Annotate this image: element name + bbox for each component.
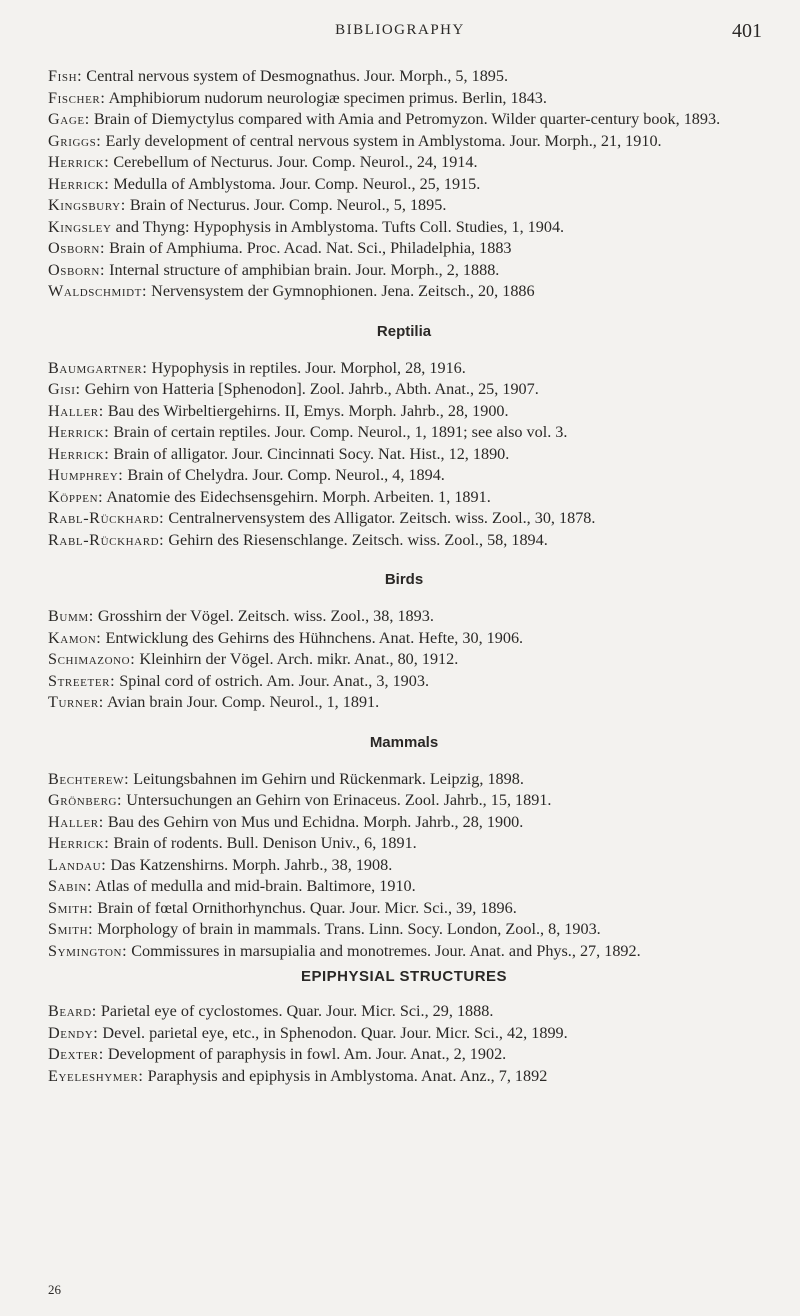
entry-citation: Brain of fœtal Ornithorhynchus. Quar. Jour. Micr. Sci., 39, 1896. bbox=[97, 898, 517, 917]
entry-author: Landau: bbox=[48, 855, 107, 874]
section-title: EPIPHYSIAL STRUCTURES bbox=[300, 968, 508, 985]
entry-author: Herrick: bbox=[48, 174, 110, 193]
bibliography-entry bbox=[48, 487, 760, 509]
bibliography-entry bbox=[48, 379, 760, 401]
bibliography-entry bbox=[48, 1066, 760, 1088]
entry-citation: Hypophysis in reptiles. Jour. Morphol, 28, 1916. bbox=[151, 358, 466, 377]
entry-citation: Parietal eye of cyclostomes. Quar. Jour. Micr. Sci., 29, 1888. bbox=[100, 1002, 494, 1020]
entry-citation: Cerebellum of Necturus. Jour. Comp. Neurol., 24, 1914. bbox=[113, 153, 478, 171]
entry-author: Symington: bbox=[48, 941, 128, 960]
bibliography-entry bbox=[48, 465, 760, 487]
entry-author: Waldschmidt: bbox=[48, 282, 148, 300]
entry-citation: Development of paraphysis in fowl. Am. Jour. Anat., 2, 1902. bbox=[107, 1045, 507, 1063]
entry-citation: Leitungsbahnen im Gehirn und Rückenmark. Leipzig, 1898. bbox=[133, 769, 524, 788]
entry-citation: Amphibiorum nudorum neurologiæ specimen primus. Berlin, 1843. bbox=[108, 88, 547, 107]
entry-author: Kingsbury: bbox=[48, 196, 126, 214]
entry-citation: Kleinhirn der Vögel. Arch. mikr. Anat., 80, 1912. bbox=[139, 650, 459, 668]
entry-author: Baumgartner: bbox=[48, 358, 148, 377]
bibliography-entry bbox=[48, 769, 760, 791]
entry-citation: Spinal cord of ostrich. Am. Jour. Anat., 3, 1903. bbox=[119, 671, 430, 690]
bibliography-entry bbox=[48, 833, 760, 855]
entry-citation: Untersuchungen an Gehirn von Erinaceus. Zool. Jahrb., 15, 1891. bbox=[126, 791, 552, 809]
entry-author: Streeter: bbox=[48, 671, 116, 690]
entry-citation: Devel. parietal eye, etc., in Sphenodon. Quar. Jour. Micr. Sci., 42, 1899. bbox=[102, 1023, 568, 1042]
bibliography-entry bbox=[48, 131, 760, 153]
bibliography-entry bbox=[48, 508, 760, 530]
bibliography-entry bbox=[48, 260, 760, 282]
page-number: 401 bbox=[732, 20, 762, 42]
entry-author: Dexter: bbox=[48, 1045, 104, 1063]
entry-citation: Brain of rodents. Bull. Denison Univ., 6, 1891. bbox=[113, 834, 417, 852]
bibliography-entry bbox=[48, 66, 760, 88]
entry-citation: Medulla of Amblystoma. Jour. Comp. Neurol., 25, 1915. bbox=[113, 174, 481, 193]
entry-author: Smith: bbox=[48, 920, 94, 938]
entry-citation: Centralnervensystem des Alligator. Zeitsch. wiss. Zool., 30, 1878. bbox=[168, 509, 596, 527]
entry-citation: Internal structure of amphibian brain. Jour. Morph., 2, 1888. bbox=[109, 260, 500, 279]
section-title: Mammals bbox=[369, 733, 439, 751]
entry-author: Humphrey: bbox=[48, 466, 124, 484]
bibliography-content bbox=[48, 66, 760, 1087]
section-title: Reptilia bbox=[376, 322, 432, 340]
bibliography-entry bbox=[48, 1023, 760, 1045]
entry-citation: Central nervous system of Desmognathus. Jour. Morph., 5, 1895. bbox=[86, 67, 509, 85]
entry-author: Herrick: bbox=[48, 834, 110, 852]
bibliography-entry bbox=[48, 919, 760, 941]
entry-author: Haller: bbox=[48, 812, 104, 831]
bibliography-entry bbox=[48, 217, 760, 239]
entry-author: Schimazono: bbox=[48, 650, 136, 668]
entry-citation: Brain of certain reptiles. Jour. Comp. Neurol., 1, 1891; see also vol. 3. bbox=[113, 423, 568, 441]
entry-citation: and Thyng: Hypophysis in Amblystoma. Tufts Coll. Studies, 1, 1904. bbox=[115, 217, 565, 236]
bibliography-entry bbox=[48, 649, 760, 671]
bibliography-entry bbox=[48, 238, 760, 260]
entry-citation: Brain of Amphiuma. Proc. Acad. Nat. Sci., Philadelphia, 1883 bbox=[109, 239, 512, 257]
entry-author: Kingsley bbox=[48, 217, 112, 236]
entry-citation: Avian brain Jour. Comp. Neurol., 1, 1891. bbox=[107, 693, 380, 711]
entry-citation: Brain of Diemyctylus compared with Amia and Petromyzon. Wilder quarter-century book, 1893. bbox=[93, 110, 721, 128]
bibliography-entry bbox=[48, 692, 760, 714]
entry-author: Sabin: bbox=[48, 877, 92, 895]
entry-author: Eyeleshymer: bbox=[48, 1066, 144, 1085]
bibliography-entry bbox=[48, 530, 760, 552]
bibliography-entry bbox=[48, 606, 760, 628]
bibliography-entry bbox=[48, 671, 760, 693]
bibliography-entry bbox=[48, 812, 760, 834]
entry-author: Rabl-Rückhard: bbox=[48, 530, 165, 549]
entry-author: Osborn: bbox=[48, 260, 106, 279]
running-head: BIBLIOGRAPHY bbox=[335, 22, 465, 38]
entry-citation: Grosshirn der Vögel. Zeitsch. wiss. Zool., 38, 1893. bbox=[97, 607, 434, 625]
entry-author: Grönberg: bbox=[48, 791, 123, 809]
bibliography-entry bbox=[48, 358, 760, 380]
entry-author: Haller: bbox=[48, 401, 104, 420]
bibliography-entry bbox=[48, 628, 760, 650]
entry-citation: Gehirn von Hatteria [Sphenodon]. Zool. Jahrb., Abth. Anat., 25, 1907. bbox=[84, 380, 539, 398]
bibliography-entry bbox=[48, 898, 760, 920]
entry-citation: Bau des Wirbeltiergehirns. II, Emys. Morph. Jahrb., 28, 1900. bbox=[107, 401, 509, 420]
bibliography-entry bbox=[48, 401, 760, 423]
entry-citation: Commissures in marsupialia and monotremes. Jour. Anat. and Phys., 27, 1892. bbox=[131, 941, 641, 960]
entry-author: Gisi: bbox=[48, 380, 81, 398]
entry-author: Herrick: bbox=[48, 153, 110, 171]
entry-author: Gage: bbox=[48, 110, 90, 128]
entry-author: Fish: bbox=[48, 67, 83, 85]
bibliography-entry bbox=[48, 422, 760, 444]
entry-citation: Nervensystem der Gymnophionen. Jena. Zeitsch., 20, 1886 bbox=[151, 282, 535, 300]
bibliography-entry bbox=[48, 152, 760, 174]
entry-citation: Brain of Necturus. Jour. Comp. Neurol., 5, 1895. bbox=[129, 196, 447, 214]
bibliography-entry bbox=[48, 1001, 760, 1023]
entry-author: Herrick: bbox=[48, 444, 110, 463]
entry-citation: Gehirn des Riesenschlange. Zeitsch. wiss. Zool., 58, 1894. bbox=[168, 530, 548, 549]
bibliography-entry bbox=[48, 444, 760, 466]
bibliography-entry bbox=[48, 88, 760, 110]
entry-citation: Paraphysis and epiphysis in Amblystoma. Anat. Anz., 7, 1892 bbox=[147, 1066, 548, 1085]
entry-citation: Brain of Chelydra. Jour. Comp. Neurol., 4, 1894. bbox=[127, 466, 445, 484]
entry-author: Kamon: bbox=[48, 628, 102, 647]
entry-author: Griggs: bbox=[48, 131, 102, 150]
entry-citation: Entwicklung des Gehirns des Hühnchens. Anat. Hefte, 30, 1906. bbox=[105, 628, 524, 647]
entry-citation: Anatomie des Eidechsensgehirn. Morph. Arbeiten. 1, 1891. bbox=[106, 487, 491, 506]
bibliography-entry bbox=[48, 195, 760, 217]
entry-citation: Early development of central nervous system in Amblystoma. Jour. Morph., 21, 1910. bbox=[105, 131, 662, 150]
entry-author: Köppen: bbox=[48, 487, 104, 506]
entry-citation: Brain of alligator. Jour. Cincinnati Socy. Nat. Hist., 12, 1890. bbox=[113, 444, 510, 463]
entry-author: Dendy: bbox=[48, 1023, 99, 1042]
section-title: Birds bbox=[384, 571, 424, 588]
entry-author: Smith: bbox=[48, 898, 94, 917]
bibliography-entry bbox=[48, 281, 760, 303]
entry-citation: Bau des Gehirn von Mus und Echidna. Morph. Jahrb., 28, 1900. bbox=[107, 812, 524, 831]
entry-citation: Morphology of brain in mammals. Trans. Linn. Socy. London, Zool., 8, 1903. bbox=[97, 920, 601, 938]
bibliography-entry bbox=[48, 855, 760, 877]
entry-citation: Das Katzenshirns. Morph. Jahrb., 38, 1908. bbox=[110, 855, 393, 874]
bibliography-entry bbox=[48, 1044, 760, 1066]
entry-author: Fischer: bbox=[48, 88, 106, 107]
entry-citation: Atlas of medulla and mid-brain. Baltimore, 1910. bbox=[95, 877, 416, 895]
bibliography-entry bbox=[48, 941, 760, 963]
entry-author: Rabl-Rückhard: bbox=[48, 509, 165, 527]
entry-author: Bumm: bbox=[48, 607, 94, 625]
bibliography-entry bbox=[48, 174, 760, 196]
entry-author: Osborn: bbox=[48, 239, 106, 257]
bibliography-entry bbox=[48, 876, 760, 898]
entry-author: Bechterew: bbox=[48, 769, 130, 788]
page-header bbox=[0, 20, 800, 44]
bibliography-entry bbox=[48, 109, 760, 131]
entry-author: Herrick: bbox=[48, 423, 110, 441]
entry-author: Turner: bbox=[48, 693, 104, 711]
signature-mark: 26 bbox=[48, 1282, 61, 1297]
entry-author: Beard: bbox=[48, 1002, 97, 1020]
bibliography-entry bbox=[48, 790, 760, 812]
